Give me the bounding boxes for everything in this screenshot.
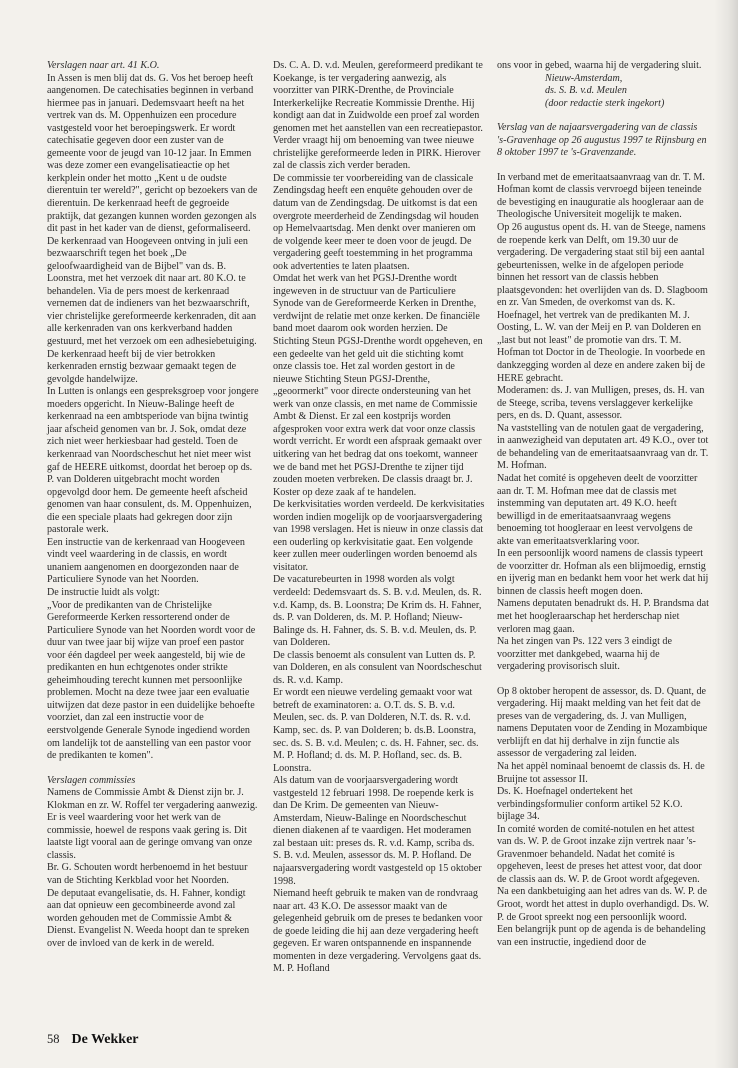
paragraph: Na het zingen van Ps. 122 vers 3 eindigt de voorzitter met dankgebed, waarna hij de vergadering provisorisch sluit. <box>497 636 672 673</box>
page-edge-shadow <box>714 0 738 1068</box>
paragraph: Na het appèl nominaal benoemt de classis ds. H. de Bruijne tot assessor II. <box>497 760 705 785</box>
column-left <box>47 60 259 950</box>
paragraph: Ds. C. A. D. v.d. Meulen, gereformeerd predikant te Koekange, is ter vergadering aanwezig, als voorzitter van PIRK-Drenthe, de Provinciale Interkerkelijke Recreatie Kommissie Drenthe. Hij kondigt aan dat in Zuidwolde een proef zal worden genomen met het aanstellen van een recreatiepastor. Verder vraagt hij om benoeming van twee nieuwe christelijke gereformeerde leden in PIRK. Hierover zal de classis zich verder beraden. <box>273 60 483 172</box>
paragraph: ons voor in gebed, waarna hij de vergadering sluit. <box>497 60 702 71</box>
paragraph: De commissie ter voorbereiding van de classicale Zendingsdag heeft een enquête gehouden over de datum van de Zendingsdag. De uitkomst is dat een overgrote meerderheid de Zendingsdag wil houden op Hemelvaartsdag. Men denkt over manieren om de volgende keer meer te doen voor de jeugd. De vergadering geeft toestemming in het programma ook advertenties te laten plaatsen. <box>273 172 479 272</box>
paragraph: In een persoonlijk woord namens de classis typeert de voorzitter dr. Hofman als een blijmoedig, ernstig en ijverig man en bedankt hem voor het werk dat hij binnen de classis heeft mogen doen. <box>497 548 709 597</box>
section-heading: Verslag van de najaarsvergadering van de classis 's-Gravenhage op 26 augustus 1997 te Rijnsburg en 8 oktober 1997 te 's-Gravenzande. <box>497 122 707 159</box>
paragraph: Nadat het comité is opgeheven deelt de voorzitter aan dr. T. M. Hofman mee dat de classis met instemming van deputaten art. 49 K.O. heeft bewilligd in de emeritaatsaanvraag wegens benoeming tot hoogleraar en leest vervolgens de akte van emeritaatsverklaring voor. <box>497 472 698 547</box>
paragraph: In Lutten is onlangs een gespreksgroep voor jongere moeders opgericht. In Nieuw-Balinge heeft de kerkenraad na een ambtsperiode van bijna twintig jaar afscheid genomen van br. J. Sok, omdat deze zich niet weer herkiesbaar had gesteld. Toen de kerkenraad van Noordscheschut het niet meer wist gaf de HEERE uitkomst, doordat het beroep op ds. P. van Dolderen uitgebracht mocht worden opgevolgd door hem. De gemeente heeft afscheid genomen van haar consulent, ds. M. Oppenhuizen, die een speciale plaats had gekregen door zijn pastorale werk. <box>47 386 259 536</box>
paragraph: Op 26 augustus opent ds. H. van de Steege, namens de roepende kerk van Delft, om 19.30 uur de vergadering. De vergadering staat stil bij een aantal gebeurtenissen, welke in de afgelopen periode binnen het ressort van de classis hebben plaatsgevonden: het overlijden van ds. D. Slagboom en zr. Van Smeden, de overkomst van ds. K. Hoefnagel, het vertrek van de predikanten M. J. Oosting, L. W. van der Meij en P. van Dolderen en „last but not least" de promotie van drs. T. M. Hofman tot Doctor in de Theologie. In voorbede en dankzegging worden al deze en andere zaken bij de HERE gebracht. <box>497 222 708 384</box>
page-number: 58 <box>47 1032 60 1046</box>
paragraph-spacer <box>497 110 709 122</box>
column-right <box>497 60 709 949</box>
paragraph: De classis benoemt als consulent van Lutten ds. P. van Dolderen, en als consulent van Noordscheschut ds. R. v.d. Kamp. <box>273 649 482 686</box>
paragraph: Als datum van de voorjaarsvergadering wordt vastgesteld 12 februari 1998. De roepende kerk is dan De Krim. De gemeenten van Nieuw-Amsterdam, Nieuw-Balinge en Noordscheschut dienen diakenen af te vaardigen. Het moderamen zal bestaan uit: preses ds. R. v.d. Kamp, scriba ds. S. B. v.d. Meulen, assessor ds. M. P. Hofland. De najaarsvergadering wordt vastgesteld op 15 oktober 1998. <box>273 775 482 887</box>
paragraph: Na vaststelling van de notulen gaat de vergadering, in aanwezigheid van deputaten art. 49 K.O., over tot de behandeling van de emeritaatsaanvraag van dr. T. M. Hofman. <box>497 422 709 472</box>
paragraph-spacer <box>47 763 259 775</box>
paragraph: Namens deputaten benadrukt ds. H. P. Brandsma dat met het hoogleraarschap het herderschap niet verloren mag gaan. <box>497 598 709 635</box>
paragraph: Moderamen: ds. J. van Mulligen, preses, ds. H. van de Steege, scriba, tevens verslaggever kerkelijke pers, en ds. D. Quant, assessor. <box>497 385 705 422</box>
section-heading: Verslagen naar art. 41 K.O. <box>47 60 160 71</box>
paragraph: Namens de Commissie Ambt & Dienst zijn br. J. Klokman en zr. W. Roffel ter vergadering aanwezig. Er is veel waardering voor het werk van de commissie, hoewel de respons vaak gering is. Dit laatste ligt vooral aan de geringe omvang van onze classis. <box>47 787 258 861</box>
paragraph: De kerkvisitaties worden verdeeld. De kerkvisitaties worden indien mogelijk op de voorjaarsvergadering van 1998 verslagen. Het is nieuw in onze classis dat een ouderling op kerkvisitatie gaat. Een volgende keer zullen meer ouderlingen worden benoemd als visitator. <box>273 499 485 573</box>
paragraph-spacer <box>497 160 709 172</box>
paragraph: In verband met de emeritaatsaanvraag van dr. T. M. Hofman komt de classis vervroegd bijeen teneinde de bevestiging en inauguratie als hoogleraar aan de Theologische Universiteit mogelijk te maken. <box>497 171 705 221</box>
paragraph: Niemand heeft gebruik te maken van de rondvraag naar art. 43 K.O. De assessor maakt van de gelegenheid gebruik om de preses te bedanken voor de goede leiding die hij aan deze vergadering heeft gegeven. Er waren ontspannende en inspannende momenten in deze vergadering. Vervolgens gaat ds. M. P. Hofland <box>273 888 483 975</box>
paragraph: In comité worden de comité-notulen en het attest van ds. W. P. de Groot inzake zijn vertrek naar 's-Gravenmoer behandeld. Nadat het comité is opgeheven, leest de preses het attest voor, dat door de classis aan ds. W. P. de Groot wordt afgegeven. Na een dankbetuiging aan het adres van ds. W. P. de Groot, wordt het attest in duplo overhandigd. Ds. W. P. de Groot spreekt nog een persoonlijk woord. <box>497 823 709 923</box>
magazine-title: De Wekker <box>71 1032 139 1047</box>
signature-line: Nieuw-Amsterdam, <box>545 72 623 84</box>
paragraph: De instructie luidt als volgt: <box>47 586 160 598</box>
column-middle <box>273 60 485 976</box>
paragraph: In Assen is men blij dat ds. G. Vos het beroep heeft aangenomen. De catechisaties beginnen in verband hiermee pas in januari. Dedemsvaart heeft na het vertrek van ds. M. Oppenhuizen een procedure vastgesteld voor het beroepingswerk. Er wordt catechisatie gegeven door een zuster van de gemeente voor de jeugd van 10-12 jaar. In Emmen was deze zomer een evangelisatieactie op het kerkplein onder het motto „Kent u de oudste dierentuin ter wereld?", gericht op bezoekers van de dierentuin. De kerkenraad heeft de gegroeide praktijk, dat gezangen kunnen worden gezongen als dit past in het kader van de dienst, geformaliseerd. <box>47 72 258 235</box>
signature-line: (door redactie sterk ingekort) <box>545 97 665 109</box>
paragraph: Br. G. Schouten wordt herbenoemd in het bestuur van de Stichting Kerkblad voor het Noorden. <box>47 862 248 886</box>
paragraph-spacer <box>497 674 709 686</box>
paragraph: De vacaturebeurten in 1998 worden als volgt verdeeld: Dedemsvaart ds. S. B. v.d. Meulen, ds. R. v.d. Kamp, ds. B. Loonstra; De Krim ds. H. Fahner, ds. P. van Dolderen, ds. M. P. Hofland; Nieuw-Balinge ds. H. Fahner, ds. S. B. v.d. Meulen, ds. P. van Dolderen. <box>273 574 482 649</box>
page-footer <box>47 1030 139 1048</box>
paragraph: De deputaat evangelisatie, ds. H. Fahner, kondigt aan dat opnieuw een gecombineerde avond zal worden gehouden met de Commissie Ambt & Dienst. Evangelist N. Weeda hoopt dan te spreken over de invloed van de kerk in de wereld. <box>47 887 250 949</box>
signature-line: ds. S. B. v.d. Meulen <box>545 85 627 97</box>
paragraph: „Voor de predikanten van de Christelijke Gereformeerde Kerken ressorterend onder de Particuliere Synode van het Noorden wordt voor de duur van twee jaar bij wijze van proef een pastor voor één dagdeel per week aangesteld, bij wie de predikanten en hun echtgenotes onder strikte geheimhouding terecht kunnen met persoonlijke problemen. Mocht na deze twee jaar een evaluatie uitwijzen dat deze pastor in een duidelijke behoefte voorziet, dan zal een instructie voor de eerstvolgende Generale Synode ingediend worden om landelijk tot de aanstelling van een pastor voor de predikanten te komen". <box>47 599 256 762</box>
paragraph: Op 8 oktober heropent de assessor, ds. D. Quant, de vergadering. Hij maakt melding van het feit dat de preses van de vergadering, ds. J. van Mulligen, namens Deputaten voor de Zending in Mozambique verblijft en dat hij derhalve in zijn functie als assessor de vergadering zal leiden. <box>497 685 708 760</box>
paragraph: Er wordt een nieuwe verdeling gemaakt voor wat betreft de examinatoren: a. O.T. ds. S. B. v.d. Meulen, sec. ds. P. van Dolderen, N.T. ds. R. v.d. Kamp, sec. ds. P. van Dolderen; b. ds.B. Loonstra, sec. ds. S. B. v.d. Meulen; c. ds. H. Fahner, sec. ds. M. P. Hofland; d. ds. M. P. Hofland, sec. ds. B. Loonstra. <box>273 687 479 774</box>
paragraph: Omdat het werk van het PGSJ-Drenthe wordt ingeweven in de structuur van de Particuliere Synode van de Gereformeerde Kerken in Drenthe, verdwijnt de relatie met onze kerken. De financiële band moet daarom ook worden herzien. De Stichting Steun PGSJ-Drenthe wordt opgeheven, en een gedeelte van het geld uit die stichting komt onze classis toe. Het zal worden gestort in de nieuwe Stichting Steun PGSJ-Drenthe, „geoormerkt" voor directe ondersteuning van het werk van onze classis, en met name de Commissie Ambt & Dienst. Er zal een kostprijs worden afgesproken voor extra werk dat voor onze classis wordt verricht. Er wordt een afspraak gemaakt over uitkering van het bedrag dat ons toekomt, wanneer we de band met het PGSJ-Drenthe te zijner tijd zouden moeten verbreken. De classis draagt br. J. Koster op deze zaak af te handelen. <box>273 273 483 498</box>
paragraph: Ds. K. Hoefnagel ondertekent het verbindingsformulier conform artikel 52 K.O. bijlage 34. <box>497 786 683 823</box>
paragraph: Een belangrijk punt op de agenda is de behandeling van een instructie, ingediend door de <box>497 924 706 948</box>
paragraph: De kerkenraad van Hoogeveen ontving in juli een bezwaarschrift tegen het boek „De geloofwaardigheid van de Bijbel" van ds. B. Loonstra, met het verzoek dit naar art. 80 K.O. te behandelen. Via de pers moest de kerkenraad vernemen dat de indieners van het bezwaarschrift, vier christelijke gereformeerde kerkenraden, dit aan alle kerkenraden van ons kerkverband hadden gestuurd, met het verzoek om een adhesiebetuiging. De kerkenraad heeft bij de vier betrokken kerkenraden ernstig bezwaar gemaakt tegen de gevolgde handelwijze. <box>47 235 257 385</box>
paragraph: Een instructie van de kerkenraad van Hoogeveen vindt veel waardering in de classis, en wordt unaniem aangenomen en doorgezonden naar de Particuliere Synode van het Noorden. <box>47 536 245 586</box>
section-heading: Verslagen commissies <box>47 774 136 786</box>
